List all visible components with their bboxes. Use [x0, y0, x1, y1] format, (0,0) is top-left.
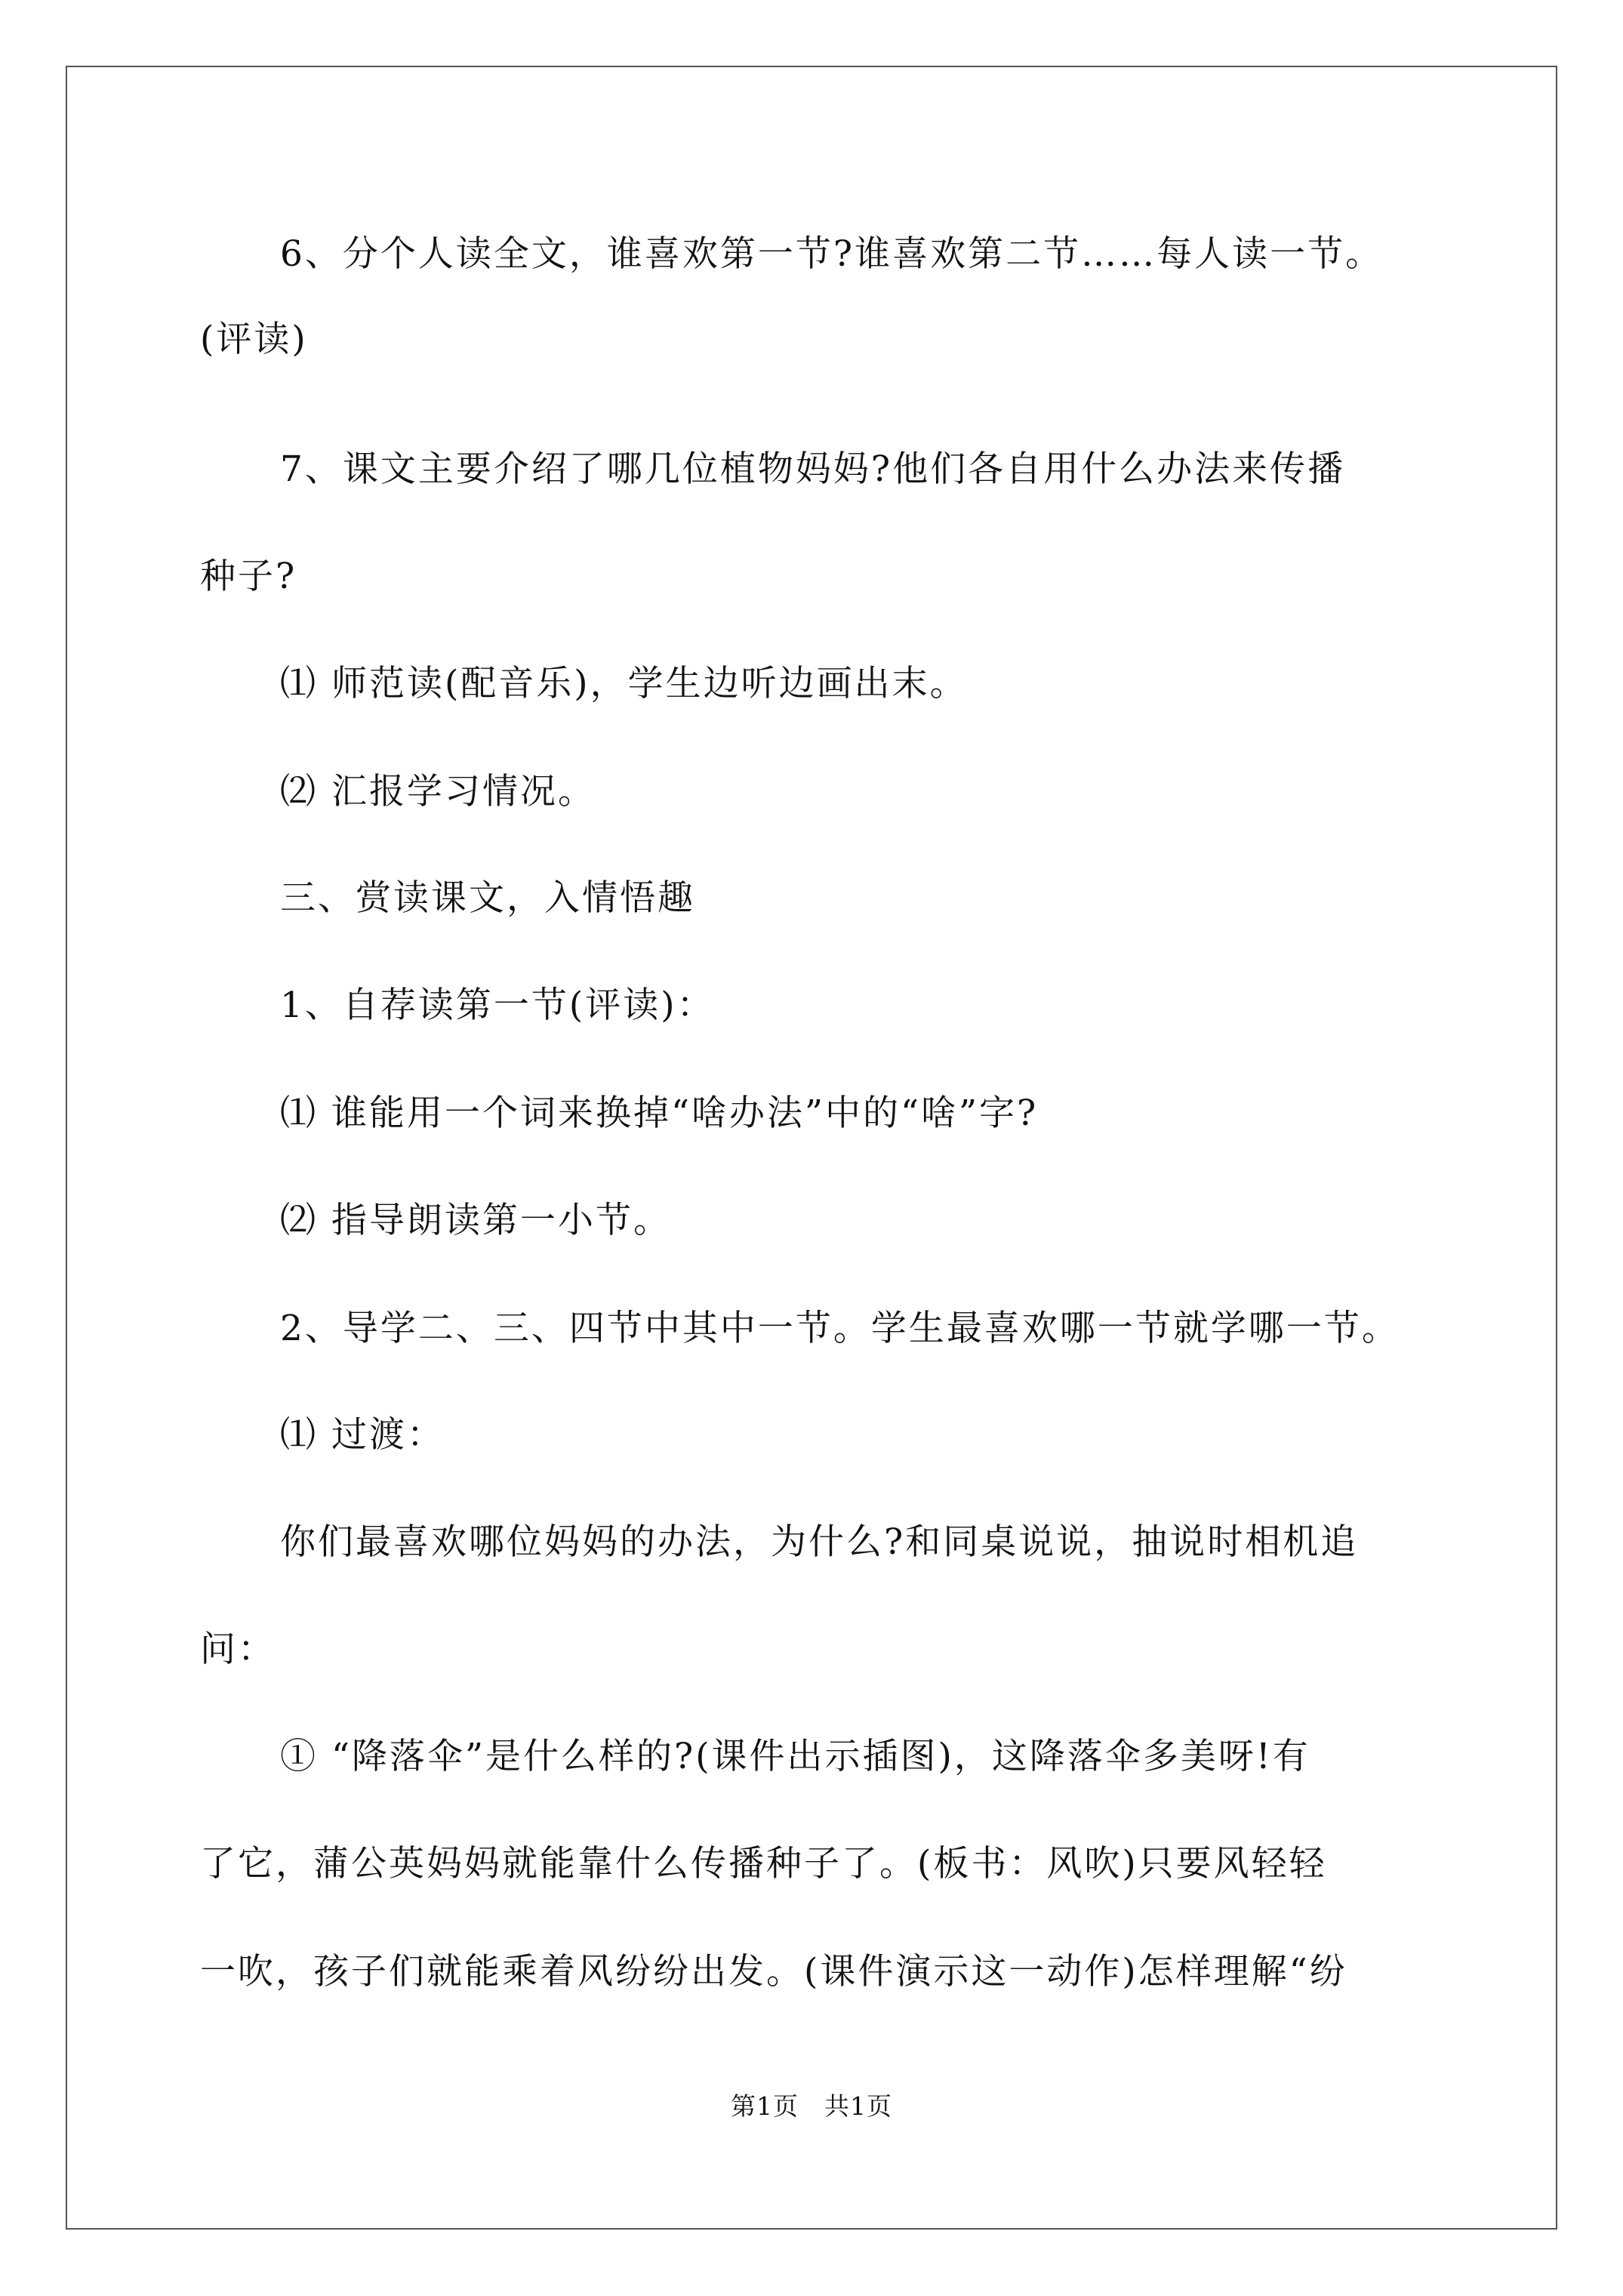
paragraph-line: (评读)	[200, 319, 308, 360]
paragraph-line: ⑴ 师范读(配音乐)，学生边听边画出末。	[280, 663, 968, 704]
paragraph-line: 1、自荐读第一节(评读)：	[280, 985, 715, 1026]
section-heading: 三、赏读课文，入情悟趣	[280, 877, 695, 919]
paragraph-line: ⑵ 汇报学习情况。	[280, 771, 596, 812]
page-border	[66, 66, 1557, 2230]
paragraph-line: 7、课文主要介绍了哪几位植物妈妈?他们各自用什么办法来传播	[280, 448, 1346, 490]
paragraph-line: 了它，蒲公英妈妈就能靠什么传播种子了。(板书：风吹)只要风轻轻	[200, 1843, 1327, 1885]
paragraph-line: ⑴ 谁能用一个词来换掉“啥办法”中的“啥”字?	[280, 1093, 1039, 1134]
paragraph-line: 问：	[200, 1629, 276, 1670]
paragraph-line: 种子?	[200, 556, 297, 597]
paragraph-line: ① “降落伞”是什么样的?(课件出示插图)，这降落伞多美呀!有	[280, 1736, 1310, 1777]
paragraph-line: 你们最喜欢哪位妈妈的办法，为什么?和同桌说说，抽说时相机追	[280, 1521, 1359, 1563]
page-number-footer: 第1页 共1页	[731, 2091, 892, 2121]
paragraph-line: 2、导学二、三、四节中其中一节。学生最喜欢哪一节就学哪一节。	[280, 1308, 1400, 1349]
paragraph-line: 6、分个人读全文，谁喜欢第一节?谁喜欢第二节……每人读一节。	[280, 233, 1384, 275]
paragraph-line: ⑴ 过渡：	[280, 1414, 445, 1456]
paragraph-line: 一吹，孩子们就能乘着风纷纷出发。(课件演示这一动作)怎样理解“纷	[200, 1951, 1347, 1992]
paragraph-line: ⑵ 指导朗读第一小节。	[280, 1200, 671, 1241]
